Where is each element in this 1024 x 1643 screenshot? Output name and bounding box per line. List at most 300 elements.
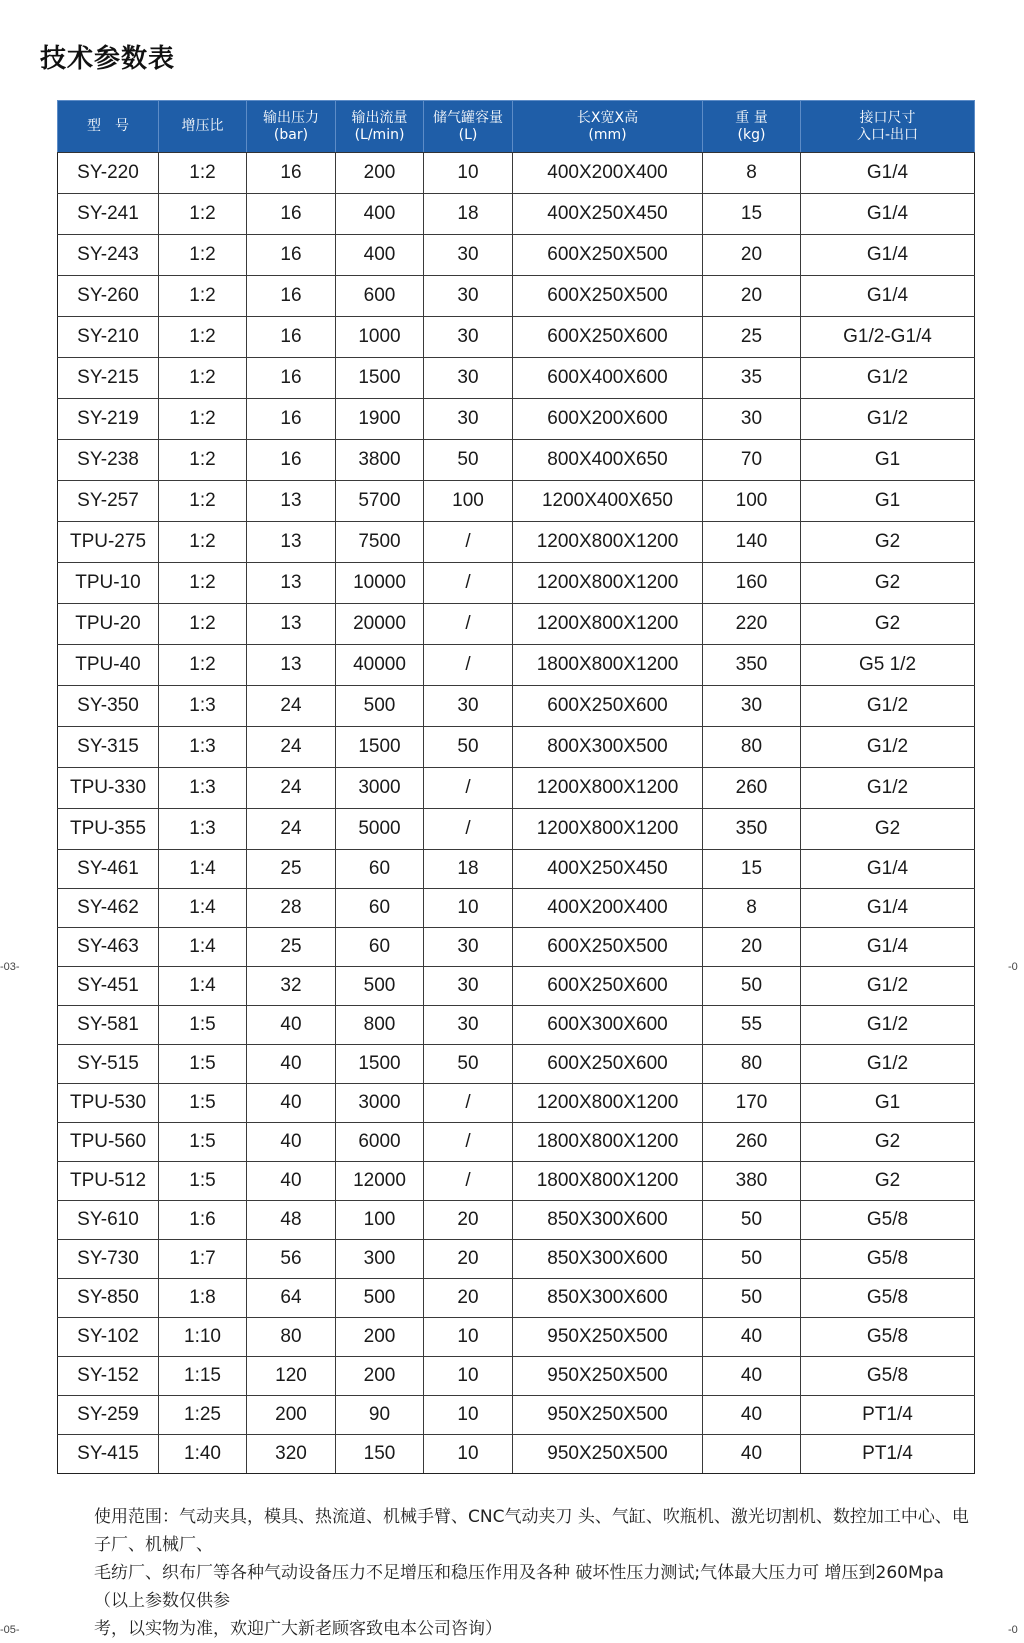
table-cell: SY-259 — [58, 1396, 159, 1435]
table-row — [58, 1201, 975, 1240]
table-cell: 60 — [336, 928, 424, 967]
table-cell: G5/8 — [801, 1357, 975, 1396]
spec-table — [57, 100, 975, 1474]
table-cell: 600X400X600 — [513, 358, 703, 399]
table-cell: 400X250X450 — [513, 194, 703, 235]
table-cell: SY-210 — [58, 317, 159, 358]
column-header-label: 储气罐容量 — [433, 109, 503, 126]
table-cell: 1:2 — [159, 358, 247, 399]
table-cell: 24 — [247, 686, 336, 727]
table-cell: G1/4 — [801, 850, 975, 889]
table-cell: SY-315 — [58, 727, 159, 768]
table-cell: 170 — [703, 1084, 801, 1123]
table-cell: 1:4 — [159, 967, 247, 1006]
table-cell: SY-260 — [58, 276, 159, 317]
table-row — [58, 235, 975, 276]
table-cell: 140 — [703, 522, 801, 563]
table-cell: 40 — [247, 1123, 336, 1162]
table-cell: 50 — [703, 1201, 801, 1240]
table-cell: G5 1/2 — [801, 645, 975, 686]
table-cell: 200 — [247, 1396, 336, 1435]
table-cell: 20 — [703, 235, 801, 276]
table-cell: PT1/4 — [801, 1435, 975, 1474]
table-cell: G1 — [801, 1084, 975, 1123]
column-header — [159, 101, 247, 153]
table-cell: 16 — [247, 153, 336, 194]
usage-note-line: 使用范围：气动夹具，模具、热流道、机械手臂、CNC气动夹刀 头、气缸、吹瓶机、激光切割机、数控加工中心、电子厂、机械厂、 — [94, 1507, 969, 1555]
table-cell: 1:3 — [159, 768, 247, 809]
table-cell: TPU-40 — [58, 645, 159, 686]
table-cell: G1 — [801, 481, 975, 522]
table-cell: 100 — [336, 1201, 424, 1240]
table-cell: 30 — [424, 235, 513, 276]
table-cell: PT1/4 — [801, 1396, 975, 1435]
table-row — [58, 768, 975, 809]
table-cell: 64 — [247, 1279, 336, 1318]
table-cell: 350 — [703, 809, 801, 850]
table-cell: 950X250X500 — [513, 1357, 703, 1396]
column-header — [58, 101, 159, 153]
table-cell: 32 — [247, 967, 336, 1006]
table-cell: 30 — [424, 686, 513, 727]
usage-note — [94, 1503, 974, 1643]
table-cell: G2 — [801, 522, 975, 563]
table-cell: 220 — [703, 604, 801, 645]
table-cell: SY-581 — [58, 1006, 159, 1045]
table-cell: G1/2 — [801, 686, 975, 727]
table-cell: 600X250X600 — [513, 317, 703, 358]
table-cell: 800X300X500 — [513, 727, 703, 768]
table-cell: 600X300X600 — [513, 1006, 703, 1045]
table-cell: 1500 — [336, 1045, 424, 1084]
table-cell: 1200X400X650 — [513, 481, 703, 522]
table-cell: 3000 — [336, 1084, 424, 1123]
column-header — [247, 101, 336, 153]
table-cell: 400X200X400 — [513, 153, 703, 194]
table-row — [58, 645, 975, 686]
table-cell: 30 — [703, 686, 801, 727]
table-cell: 20 — [424, 1240, 513, 1279]
column-header-label: 增压比 — [181, 118, 224, 134]
table-cell: TPU-275 — [58, 522, 159, 563]
table-cell: 120 — [247, 1357, 336, 1396]
table-cell: 400 — [336, 235, 424, 276]
table-row — [58, 928, 975, 967]
table-row — [58, 399, 975, 440]
table-cell: 1200X800X1200 — [513, 1084, 703, 1123]
column-header-label: 重 量 — [735, 109, 768, 126]
table-cell: 24 — [247, 727, 336, 768]
table-cell: G1/2-G1/4 — [801, 317, 975, 358]
table-cell: 400X250X450 — [513, 850, 703, 889]
table-cell: 40 — [703, 1318, 801, 1357]
column-header-unit: (L) — [458, 126, 478, 143]
table-cell: 1:2 — [159, 153, 247, 194]
table-cell: 950X250X500 — [513, 1396, 703, 1435]
table-cell: 150 — [336, 1435, 424, 1474]
table-body — [58, 153, 975, 1474]
table-cell: 380 — [703, 1162, 801, 1201]
table-cell: SY-463 — [58, 928, 159, 967]
table-cell: 1200X800X1200 — [513, 604, 703, 645]
table-cell: 1:7 — [159, 1240, 247, 1279]
table-cell: SY-850 — [58, 1279, 159, 1318]
table-cell: 50 — [424, 440, 513, 481]
table-cell: G5/8 — [801, 1240, 975, 1279]
table-cell: 1:3 — [159, 727, 247, 768]
table-cell: SY-610 — [58, 1201, 159, 1240]
table-cell: 13 — [247, 563, 336, 604]
table-row — [58, 317, 975, 358]
table-cell: 20 — [424, 1201, 513, 1240]
table-cell: / — [424, 1162, 513, 1201]
table-cell: TPU-330 — [58, 768, 159, 809]
table-cell: TPU-10 — [58, 563, 159, 604]
table-cell: 12000 — [336, 1162, 424, 1201]
table-cell: G1/4 — [801, 235, 975, 276]
table-cell: / — [424, 563, 513, 604]
table-cell: 80 — [703, 1045, 801, 1084]
table-cell: / — [424, 522, 513, 563]
table-cell: 1:2 — [159, 563, 247, 604]
usage-note-line: 考，以实物为准，欢迎广大新老顾客致电本公司咨询） — [94, 1619, 502, 1639]
table-cell: 40000 — [336, 645, 424, 686]
table-cell: 600 — [336, 276, 424, 317]
table-cell: / — [424, 768, 513, 809]
table-cell: 20 — [703, 276, 801, 317]
table-cell: 1:4 — [159, 889, 247, 928]
table-cell: / — [424, 809, 513, 850]
table-cell: SY-152 — [58, 1357, 159, 1396]
table-row — [58, 1123, 975, 1162]
table-row — [58, 1318, 975, 1357]
table-cell: 800 — [336, 1006, 424, 1045]
table-cell: TPU-20 — [58, 604, 159, 645]
table-cell: 400 — [336, 194, 424, 235]
table-row — [58, 563, 975, 604]
column-header-label: 长X宽X高 — [576, 109, 639, 126]
table-cell: SY-215 — [58, 358, 159, 399]
table-cell: G1/4 — [801, 276, 975, 317]
table-cell: 40 — [703, 1396, 801, 1435]
column-header-unit: (bar) — [273, 126, 309, 143]
table-cell: SY-238 — [58, 440, 159, 481]
table-cell: 400X200X400 — [513, 889, 703, 928]
table-cell: 1:15 — [159, 1357, 247, 1396]
table-cell: G1/2 — [801, 358, 975, 399]
table-cell: 850X300X600 — [513, 1240, 703, 1279]
table-cell: 1:5 — [159, 1045, 247, 1084]
table-row — [58, 276, 975, 317]
table-cell: 16 — [247, 276, 336, 317]
table-cell: / — [424, 1123, 513, 1162]
column-header-label: 接口尺寸 — [859, 109, 916, 126]
table-cell: 5700 — [336, 481, 424, 522]
table-cell: 1200X800X1200 — [513, 563, 703, 604]
table-cell: 1:2 — [159, 235, 247, 276]
table-cell: 16 — [247, 440, 336, 481]
page-number: -0 — [1008, 1624, 1018, 1636]
table-cell: 30 — [424, 317, 513, 358]
table-cell: SY-451 — [58, 967, 159, 1006]
table-cell: G2 — [801, 809, 975, 850]
table-cell: 24 — [247, 768, 336, 809]
table-cell: 260 — [703, 768, 801, 809]
page-number: -03- — [0, 961, 20, 973]
table-cell: 1800X800X1200 — [513, 645, 703, 686]
table-cell: / — [424, 645, 513, 686]
table-cell: SY-462 — [58, 889, 159, 928]
table-cell: TPU-355 — [58, 809, 159, 850]
table-row — [58, 1357, 975, 1396]
table-cell: 40 — [247, 1006, 336, 1045]
table-cell: G1/4 — [801, 889, 975, 928]
table-cell: 20 — [424, 1279, 513, 1318]
table-cell: 200 — [336, 1357, 424, 1396]
table-cell: 850X300X600 — [513, 1201, 703, 1240]
table-cell: SY-241 — [58, 194, 159, 235]
table-row — [58, 967, 975, 1006]
table-cell: 1:2 — [159, 317, 247, 358]
table-cell: G1/2 — [801, 967, 975, 1006]
column-header-unit: (kg) — [737, 126, 766, 143]
table-cell: SY-257 — [58, 481, 159, 522]
table-cell: SY-220 — [58, 153, 159, 194]
table-cell: G5/8 — [801, 1279, 975, 1318]
table-cell: 1:3 — [159, 809, 247, 850]
page-title: 技术参数表 — [40, 44, 176, 74]
table-cell: 48 — [247, 1201, 336, 1240]
table-cell: 1:6 — [159, 1201, 247, 1240]
table-cell: 16 — [247, 358, 336, 399]
column-header-unit: 入口-出口 — [856, 126, 919, 143]
table-cell: 1500 — [336, 358, 424, 399]
column-header — [424, 101, 513, 153]
table-cell: 40 — [247, 1045, 336, 1084]
table-cell: 200 — [336, 1318, 424, 1357]
table-cell: 600X250X600 — [513, 967, 703, 1006]
table-cell: 13 — [247, 522, 336, 563]
table-cell: G1/2 — [801, 727, 975, 768]
table-cell: G2 — [801, 563, 975, 604]
table-cell: 60 — [336, 850, 424, 889]
table-cell: 260 — [703, 1123, 801, 1162]
table-cell: 90 — [336, 1396, 424, 1435]
table-row — [58, 1435, 975, 1474]
table-cell: 600X200X600 — [513, 399, 703, 440]
table-cell: SY-102 — [58, 1318, 159, 1357]
column-header — [703, 101, 801, 153]
column-header — [801, 101, 975, 153]
table-cell: 500 — [336, 1279, 424, 1318]
table-cell: 350 — [703, 645, 801, 686]
table-cell: 13 — [247, 481, 336, 522]
table-cell: SY-461 — [58, 850, 159, 889]
table-cell: 50 — [703, 1279, 801, 1318]
table-cell: 1500 — [336, 727, 424, 768]
table-row — [58, 1396, 975, 1435]
table-cell: 500 — [336, 686, 424, 727]
column-header — [513, 101, 703, 153]
table-row — [58, 1045, 975, 1084]
table-cell: TPU-530 — [58, 1084, 159, 1123]
table-cell: 1200X800X1200 — [513, 522, 703, 563]
table-cell: 10 — [424, 1435, 513, 1474]
table-row — [58, 727, 975, 768]
column-header — [336, 101, 424, 153]
table-cell: 600X250X500 — [513, 928, 703, 967]
table-cell: 18 — [424, 194, 513, 235]
table-cell: 50 — [703, 967, 801, 1006]
table-row — [58, 1240, 975, 1279]
column-header-unit: (L/min) — [354, 126, 405, 143]
table-cell: 56 — [247, 1240, 336, 1279]
table-cell: G1/2 — [801, 399, 975, 440]
table-cell: G1/4 — [801, 153, 975, 194]
table-cell: G2 — [801, 604, 975, 645]
table-cell: 1:2 — [159, 604, 247, 645]
table-cell: 200 — [336, 153, 424, 194]
table-cell: 24 — [247, 809, 336, 850]
table-cell: 1:2 — [159, 481, 247, 522]
table-cell: 30 — [424, 928, 513, 967]
table-cell: SY-243 — [58, 235, 159, 276]
table-cell: 320 — [247, 1435, 336, 1474]
table-row — [58, 1084, 975, 1123]
table-cell: TPU-560 — [58, 1123, 159, 1162]
table-cell: 3000 — [336, 768, 424, 809]
table-cell: 950X250X500 — [513, 1318, 703, 1357]
table-cell: 50 — [703, 1240, 801, 1279]
table-row — [58, 686, 975, 727]
table-cell: 8 — [703, 889, 801, 928]
table-cell: G1/2 — [801, 1045, 975, 1084]
table-header-row — [58, 101, 975, 153]
table-cell: 1:8 — [159, 1279, 247, 1318]
table-cell: 1:10 — [159, 1318, 247, 1357]
table-row — [58, 194, 975, 235]
table-row — [58, 604, 975, 645]
table-cell: 1:40 — [159, 1435, 247, 1474]
table-cell: 50 — [424, 727, 513, 768]
table-cell: 1:2 — [159, 522, 247, 563]
table-cell: 1000 — [336, 317, 424, 358]
column-header-label: 输出流量 — [351, 109, 408, 126]
page-number: -0 — [1008, 961, 1018, 973]
table-cell: 30 — [424, 1006, 513, 1045]
table-cell: 25 — [247, 928, 336, 967]
table-cell: G1/4 — [801, 194, 975, 235]
table-cell: 13 — [247, 604, 336, 645]
table-cell: 1:5 — [159, 1123, 247, 1162]
table-cell: 100 — [703, 481, 801, 522]
table-cell: G2 — [801, 1123, 975, 1162]
table-row — [58, 358, 975, 399]
usage-note-line: 毛纺厂、织布厂等各种气动设备压力不足增压和稳压作用及各种 破坏性压力测试;气体最大压力可 增压到260Mpa（以上参数仅供参 — [94, 1563, 944, 1611]
table-cell: 30 — [424, 358, 513, 399]
table-cell: 800X400X650 — [513, 440, 703, 481]
table-cell: G2 — [801, 1162, 975, 1201]
table-cell: 16 — [247, 235, 336, 276]
table-cell: 1800X800X1200 — [513, 1123, 703, 1162]
table-cell: 1:4 — [159, 850, 247, 889]
table-cell: 1200X800X1200 — [513, 809, 703, 850]
table-cell: 600X250X600 — [513, 1045, 703, 1084]
table-cell: SY-219 — [58, 399, 159, 440]
table-cell: 20000 — [336, 604, 424, 645]
table-cell: / — [424, 1084, 513, 1123]
table-cell: 850X300X600 — [513, 1279, 703, 1318]
table-row — [58, 1006, 975, 1045]
table-cell: 28 — [247, 889, 336, 928]
table-cell: 40 — [247, 1162, 336, 1201]
table-cell: / — [424, 604, 513, 645]
table-cell: 10 — [424, 1396, 513, 1435]
table-cell: 1:5 — [159, 1084, 247, 1123]
table-cell: G1 — [801, 440, 975, 481]
table-cell: 10000 — [336, 563, 424, 604]
table-cell: 1:4 — [159, 928, 247, 967]
table-cell: 35 — [703, 358, 801, 399]
table-cell: 70 — [703, 440, 801, 481]
table-cell: 1:5 — [159, 1006, 247, 1045]
table-cell: 600X250X600 — [513, 686, 703, 727]
table-cell: 80 — [247, 1318, 336, 1357]
table-cell: G1/2 — [801, 1006, 975, 1045]
table-cell: TPU-512 — [58, 1162, 159, 1201]
table-cell: 30 — [703, 399, 801, 440]
column-header-label: 型 号 — [87, 118, 129, 134]
table-cell: 6000 — [336, 1123, 424, 1162]
table-row — [58, 522, 975, 563]
table-cell: 1:2 — [159, 399, 247, 440]
table-cell: 40 — [703, 1435, 801, 1474]
column-header-label: 输出压力 — [263, 109, 319, 126]
table-cell: 15 — [703, 850, 801, 889]
table-cell: 10 — [424, 889, 513, 928]
table-cell: 1:2 — [159, 194, 247, 235]
table-cell: 30 — [424, 276, 513, 317]
table-cell: 8 — [703, 153, 801, 194]
table-cell: 600X250X500 — [513, 235, 703, 276]
table-cell: G1/4 — [801, 928, 975, 967]
table-cell: 600X250X500 — [513, 276, 703, 317]
table-cell: 1800X800X1200 — [513, 1162, 703, 1201]
table-row — [58, 809, 975, 850]
table-cell: 300 — [336, 1240, 424, 1279]
table-row — [58, 1279, 975, 1318]
table-cell: 16 — [247, 194, 336, 235]
table-cell: 10 — [424, 1357, 513, 1396]
table-cell: 100 — [424, 481, 513, 522]
table-cell: 1:2 — [159, 440, 247, 481]
table-row — [58, 850, 975, 889]
table-cell: 40 — [703, 1357, 801, 1396]
table-cell: SY-515 — [58, 1045, 159, 1084]
table-cell: 1:25 — [159, 1396, 247, 1435]
table-cell: 1:2 — [159, 645, 247, 686]
table-cell: 1:2 — [159, 276, 247, 317]
table-row — [58, 440, 975, 481]
table-cell: 55 — [703, 1006, 801, 1045]
table-cell: 16 — [247, 317, 336, 358]
table-cell: 500 — [336, 967, 424, 1006]
table-cell: 13 — [247, 645, 336, 686]
table-cell: 50 — [424, 1045, 513, 1084]
table-cell: 7500 — [336, 522, 424, 563]
table-cell: 5000 — [336, 809, 424, 850]
table-cell: 10 — [424, 153, 513, 194]
